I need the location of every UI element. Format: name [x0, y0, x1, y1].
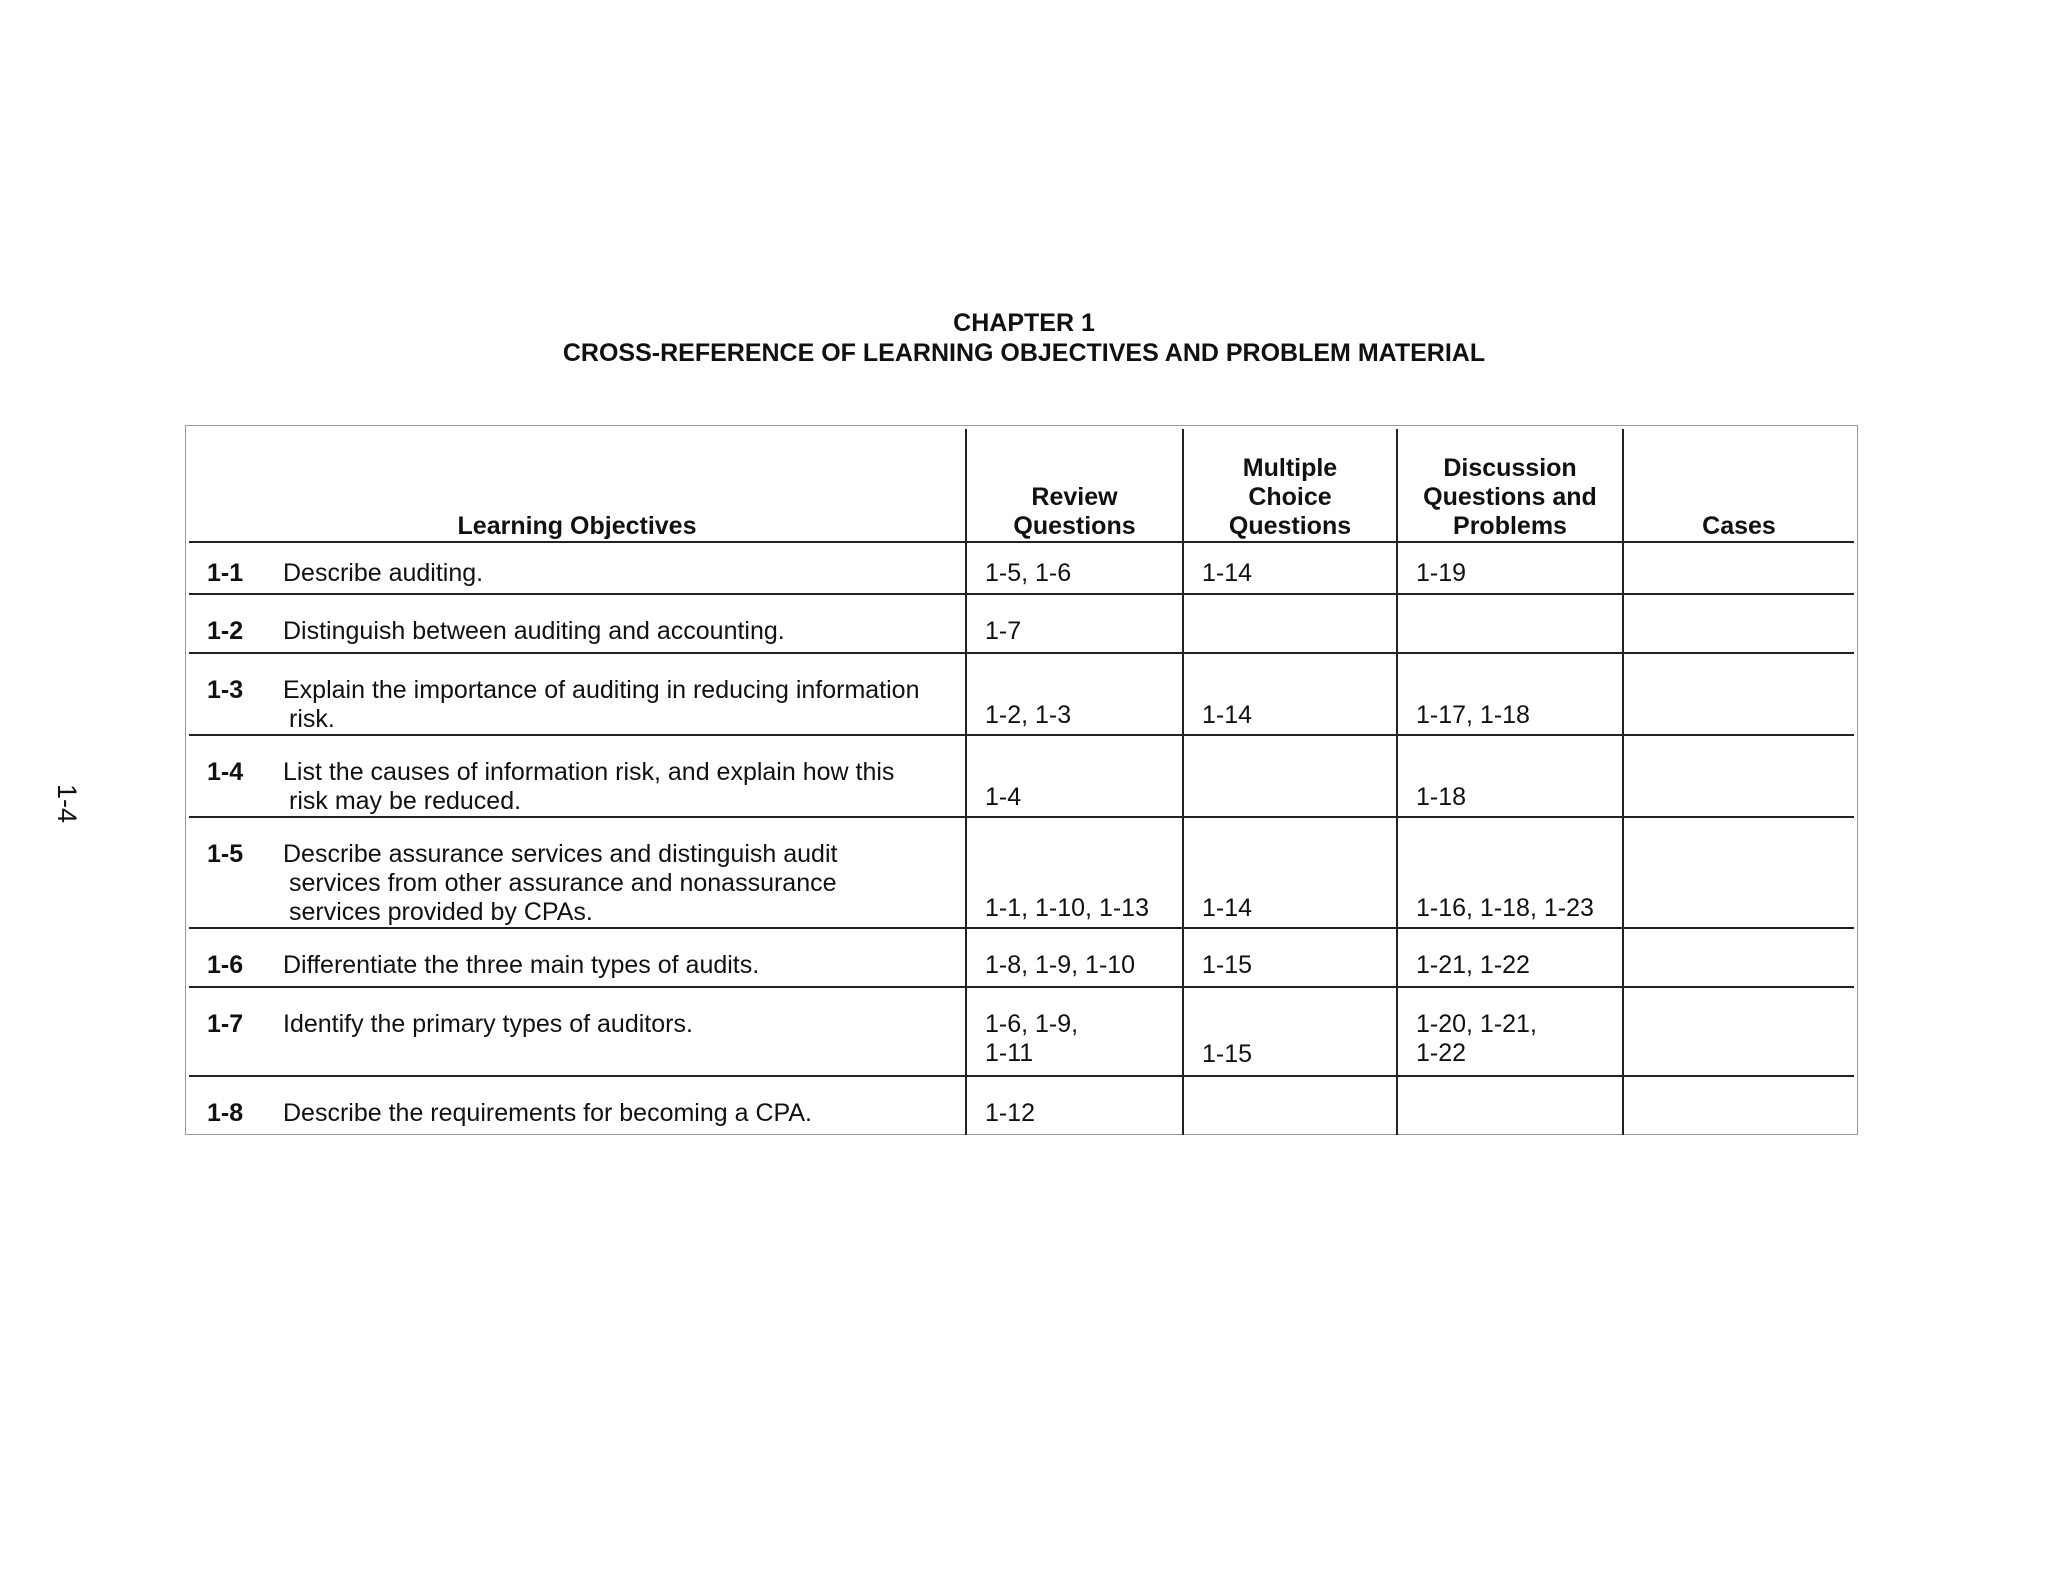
- objective-number: 1-1: [207, 559, 244, 587]
- discussion-problems-cell-value: 1-16, 1-18, 1-23: [1416, 894, 1594, 922]
- objective-number: 1-6: [207, 951, 244, 979]
- objective-text-line: Explain the importance of auditing in reducing information: [283, 676, 920, 704]
- cases-cell: [1623, 1076, 1854, 1135]
- objective-text: [283, 559, 965, 588]
- review-questions-cell: [966, 735, 1183, 817]
- learning-objective-cell: [189, 542, 966, 594]
- multiple-choice-cell: [1183, 928, 1397, 987]
- learning-objective-cell: [189, 1076, 966, 1135]
- objective-text-line: Describe assurance services and distinguish audit: [283, 840, 838, 868]
- cases-cell: [1623, 594, 1854, 653]
- review-questions-cell-value: 1-12: [985, 1099, 1036, 1127]
- header-multiple-choice-questions: Multiple Choice Questions: [1183, 429, 1397, 542]
- review-questions-cell: [966, 653, 1183, 735]
- multiple-choice-cell-value: 1-15: [1202, 1040, 1253, 1068]
- multiple-choice-cell-value: 1-14: [1202, 701, 1253, 729]
- discussion-problems-cell: [1397, 542, 1623, 594]
- cross-reference-table-frame: [185, 425, 1858, 1135]
- objective-text-line: services from other assurance and nonassurance: [289, 869, 837, 897]
- review-questions-cell: [966, 594, 1183, 653]
- objective-text-line: Identify the primary types of auditors.: [283, 1010, 693, 1038]
- objective-text-line: risk may be reduced.: [289, 787, 522, 815]
- table-row: [189, 1076, 1854, 1135]
- cases-cell: [1623, 542, 1854, 594]
- table-heading: CROSS-REFERENCE OF LEARNING OBJECTIVES AND PROBLEM MATERIAL: [562, 339, 1486, 367]
- discussion-problems-cell: [1397, 653, 1623, 735]
- header-learning-objectives: Learning Objectives: [189, 429, 966, 542]
- cases-cell: [1623, 987, 1854, 1076]
- header-discussion-questions-problems: Discussion Questions and Problems: [1397, 429, 1623, 542]
- review-questions-cell: [966, 542, 1183, 594]
- review-questions-cell-value: 1-7: [985, 617, 1022, 645]
- multiple-choice-cell: [1183, 653, 1397, 735]
- multiple-choice-cell-value: 1-14: [1202, 894, 1253, 922]
- review-questions-cell-value: 1-5, 1-6: [985, 559, 1072, 587]
- objective-text: [283, 951, 965, 980]
- objective-text: [283, 617, 965, 646]
- cases-cell: [1623, 735, 1854, 817]
- cases-cell: [1623, 928, 1854, 987]
- objective-number: 1-7: [207, 1010, 244, 1038]
- multiple-choice-cell: [1183, 987, 1397, 1076]
- discussion-problems-cell: [1397, 1076, 1623, 1135]
- discussion-problems-cell-value: 1-19: [1416, 559, 1467, 587]
- objective-number: 1-2: [207, 617, 244, 645]
- review-questions-cell: [966, 817, 1183, 928]
- multiple-choice-cell: [1183, 735, 1397, 817]
- table-body: [189, 542, 1854, 1135]
- objective-text-line: Describe the requirements for becoming a CPA.: [283, 1099, 812, 1127]
- discussion-problems-cell-value: 1-22: [1416, 1039, 1467, 1067]
- review-questions-cell-value: 1-2, 1-3: [985, 701, 1072, 729]
- objective-text-line: Distinguish between auditing and accounting.: [283, 617, 785, 645]
- table-row: [189, 987, 1854, 1076]
- table-row: [189, 542, 1854, 594]
- objective-text: [283, 840, 965, 927]
- review-questions-cell-value: 1-8, 1-9, 1-10: [985, 951, 1136, 979]
- discussion-problems-cell: [1397, 735, 1623, 817]
- objective-text-line: Describe auditing.: [283, 559, 484, 587]
- discussion-problems-cell: [1397, 594, 1623, 653]
- header-review-questions: Review Questions: [966, 429, 1183, 542]
- learning-objective-cell: [189, 817, 966, 928]
- learning-objective-cell: [189, 735, 966, 817]
- learning-objective-cell: [189, 653, 966, 735]
- multiple-choice-cell-value: 1-14: [1202, 559, 1253, 587]
- objective-text-line: risk.: [289, 705, 335, 733]
- multiple-choice-cell: [1183, 1076, 1397, 1135]
- learning-objective-cell: [189, 928, 966, 987]
- page-title: [0, 308, 2048, 368]
- learning-objective-cell: [189, 594, 966, 653]
- table-header-row: [189, 429, 1854, 542]
- objective-text-line: Differentiate the three main types of audits.: [283, 951, 760, 979]
- objective-text: [283, 1010, 965, 1039]
- discussion-problems-cell: [1397, 928, 1623, 987]
- table-row: [189, 817, 1854, 928]
- cases-cell: [1623, 817, 1854, 928]
- objective-number: 1-3: [207, 676, 244, 704]
- discussion-problems-cell-value: 1-18: [1416, 783, 1467, 811]
- review-questions-cell-value: 1-4: [985, 783, 1022, 811]
- review-questions-cell: [966, 987, 1183, 1076]
- page-number: 1-4: [52, 784, 82, 824]
- multiple-choice-cell: [1183, 542, 1397, 594]
- discussion-problems-cell-value: 1-17, 1-18: [1416, 701, 1530, 729]
- cases-cell: [1623, 653, 1854, 735]
- objective-number: 1-4: [207, 758, 244, 786]
- review-questions-cell: [966, 928, 1183, 987]
- multiple-choice-cell: [1183, 817, 1397, 928]
- objective-text: [283, 758, 965, 816]
- table-row: [189, 735, 1854, 817]
- chapter-heading: CHAPTER 1: [953, 309, 1095, 337]
- discussion-problems-cell: [1397, 817, 1623, 928]
- cross-reference-table: [189, 429, 1854, 1135]
- objective-text-line: List the causes of information risk, and explain how this: [283, 758, 895, 786]
- learning-objective-cell: [189, 987, 966, 1076]
- objective-text: [283, 1099, 965, 1128]
- discussion-problems-cell: [1397, 987, 1623, 1076]
- discussion-problems-cell-value: 1-21, 1-22: [1416, 951, 1530, 979]
- header-cases: Cases: [1623, 429, 1854, 542]
- table-row: [189, 594, 1854, 653]
- table-row: [189, 928, 1854, 987]
- objective-number: 1-8: [207, 1099, 244, 1127]
- discussion-problems-cell-value: 1-20, 1-21,: [1416, 1010, 1537, 1038]
- objective-text-line: services provided by CPAs.: [289, 898, 593, 926]
- objective-text: [283, 676, 965, 734]
- review-questions-cell: [966, 1076, 1183, 1135]
- objective-number: 1-5: [207, 840, 244, 868]
- multiple-choice-cell-value: 1-15: [1202, 951, 1253, 979]
- review-questions-cell-value: 1-1, 1-10, 1-13: [985, 894, 1149, 922]
- table-row: [189, 653, 1854, 735]
- review-questions-cell-value: 1-6, 1-9,: [985, 1010, 1079, 1038]
- multiple-choice-cell: [1183, 594, 1397, 653]
- review-questions-cell-value: 1-11: [985, 1039, 1034, 1067]
